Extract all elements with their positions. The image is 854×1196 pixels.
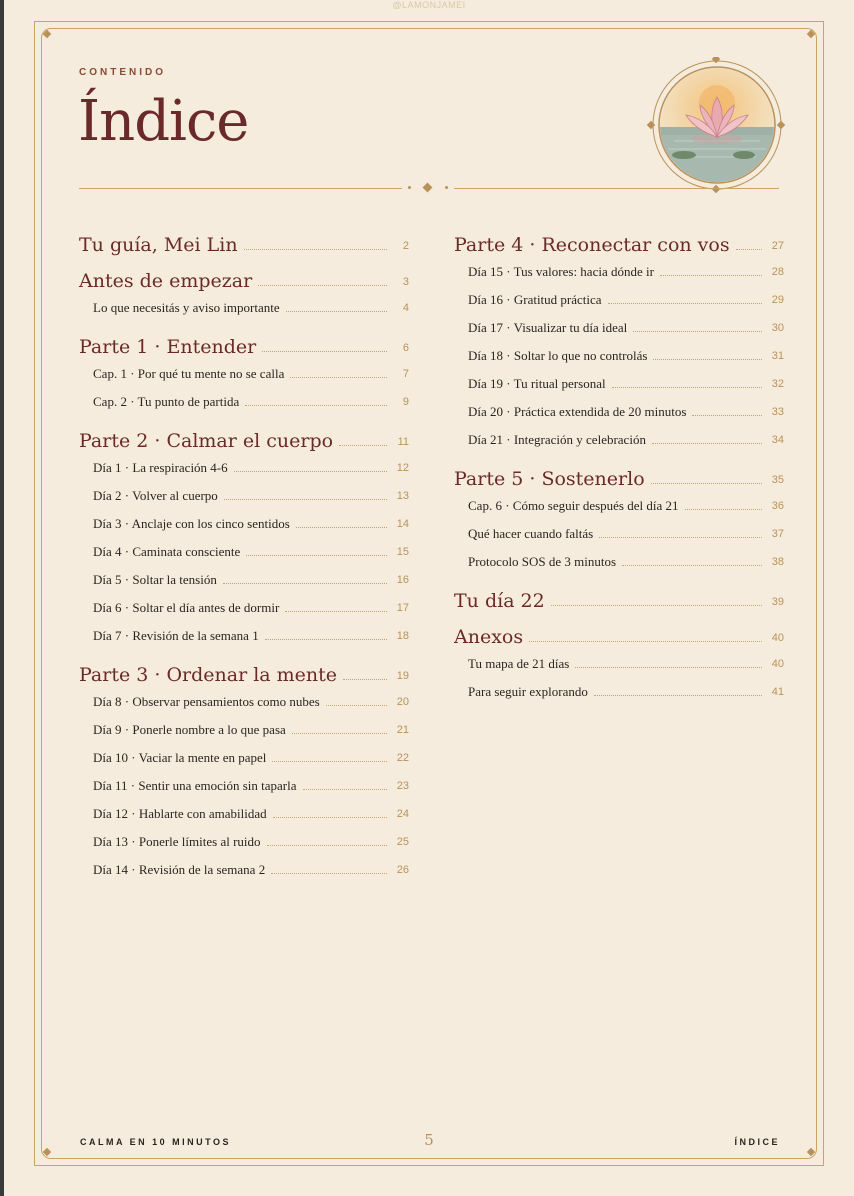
toc-page-number: 24 xyxy=(396,808,409,820)
toc-section-title: Parte 5 · Sostenerlo xyxy=(454,468,645,490)
toc-entry-title: Día 4 · Caminata consciente xyxy=(93,544,241,559)
toc-entry-title: Cap. 6 · Cómo seguir después del día 21 xyxy=(468,498,679,513)
toc-leader-dots xyxy=(303,789,388,790)
toc-entry-title: Día 1 · La respiración 4-6 xyxy=(93,460,228,475)
toc-entry-title: Día 21 · Integración y celebración xyxy=(468,432,646,447)
toc-leader-dots xyxy=(286,311,387,312)
toc-entry-title: Tu mapa de 21 días xyxy=(468,656,570,671)
toc-entry-title: Día 9 · Ponerle nombre a lo que pasa xyxy=(93,722,286,737)
toc-entry[interactable] xyxy=(79,744,409,772)
toc-section xyxy=(454,616,784,706)
toc-entry[interactable] xyxy=(454,314,784,342)
toc-entry[interactable] xyxy=(79,294,409,322)
toc-entry[interactable] xyxy=(79,622,409,650)
toc-leader-dots xyxy=(685,509,763,510)
toc-entry-title: Cap. 2 · Tu punto de partida xyxy=(93,394,240,409)
toc-entry-title: Día 17 · Visualizar tu día ideal xyxy=(468,320,628,335)
toc-entry-title: Día 5 · Soltar la tensión xyxy=(93,572,217,587)
toc-leader-dots xyxy=(244,249,387,250)
toc-leader-dots xyxy=(692,415,762,416)
toc-section-heading[interactable] xyxy=(79,260,409,292)
toc-leader-dots xyxy=(660,275,762,276)
toc-entry-title: Día 19 · Tu ritual personal xyxy=(468,376,606,391)
toc-section xyxy=(79,420,409,650)
rule-ornament-dot xyxy=(445,186,448,189)
toc-entry[interactable] xyxy=(79,856,409,884)
toc-page-number: 19 xyxy=(396,670,409,682)
toc-section-heading[interactable] xyxy=(454,616,784,648)
toc-section xyxy=(454,580,784,612)
toc-leader-dots xyxy=(529,641,762,642)
toc-entry-title: Día 7 · Revisión de la semana 1 xyxy=(93,628,259,643)
toc-section xyxy=(454,458,784,576)
toc-entry-title: Día 20 · Práctica extendida de 20 minutos xyxy=(468,404,687,419)
toc-entry-title: Protocolo SOS de 3 minutos xyxy=(468,554,617,569)
toc-leader-dots xyxy=(292,733,387,734)
toc-page-number: 13 xyxy=(396,490,409,502)
rule-ornament-dot xyxy=(408,186,411,189)
toc-column-right xyxy=(454,224,784,710)
toc-leader-dots xyxy=(736,249,762,250)
toc-leader-dots xyxy=(339,445,387,446)
toc-page-number: 25 xyxy=(396,836,409,848)
toc-entry[interactable] xyxy=(454,370,784,398)
toc-section-heading[interactable] xyxy=(79,420,409,452)
toc-page-number: 26 xyxy=(396,864,409,876)
toc-entry-title: Día 12 · Hablarte con amabilidad xyxy=(93,806,267,821)
toc-leader-dots xyxy=(245,405,387,406)
toc-entry[interactable] xyxy=(454,492,784,520)
toc-section xyxy=(79,224,409,256)
toc-page-number: 35 xyxy=(771,474,784,486)
toc-leader-dots xyxy=(653,359,762,360)
toc-entry-title: Día 10 · Vaciar la mente en papel xyxy=(93,750,267,765)
toc-page-number: 28 xyxy=(771,266,784,278)
toc-entry[interactable] xyxy=(454,650,784,678)
toc-page-number: 40 xyxy=(771,658,784,670)
toc-entry[interactable] xyxy=(79,538,409,566)
toc-leader-dots xyxy=(224,499,387,500)
toc-entry[interactable] xyxy=(79,566,409,594)
toc-section-heading[interactable] xyxy=(79,654,409,686)
section-kicker: CONTENIDO xyxy=(79,67,166,78)
toc-page-number: 14 xyxy=(396,518,409,530)
toc-entry[interactable] xyxy=(79,454,409,482)
toc-leader-dots xyxy=(326,705,387,706)
toc-entry[interactable] xyxy=(454,398,784,426)
toc-entry-title: Para seguir explorando xyxy=(468,684,588,699)
toc-page-number: 6 xyxy=(402,342,409,354)
toc-leader-dots xyxy=(265,639,387,640)
toc-leader-dots xyxy=(622,565,762,566)
toc-section-title: Parte 1 · Entender xyxy=(79,336,257,358)
toc-entry-title: Día 11 · Sentir una emoción sin taparla xyxy=(93,778,297,793)
toc-entry[interactable] xyxy=(79,688,409,716)
toc-page-number: 22 xyxy=(396,752,409,764)
toc-page-number: 34 xyxy=(771,434,784,446)
toc-leader-dots xyxy=(272,761,387,762)
toc-section xyxy=(79,260,409,322)
footer-book-title: CALMA EN 10 MINUTOS xyxy=(80,1137,232,1147)
toc-leader-dots xyxy=(267,845,387,846)
toc-leader-dots xyxy=(594,695,762,696)
toc-page-number: 32 xyxy=(771,378,784,390)
toc-section-heading[interactable] xyxy=(79,326,409,358)
toc-page-number: 38 xyxy=(771,556,784,568)
toc-leader-dots xyxy=(290,377,387,378)
toc-section-heading[interactable] xyxy=(454,458,784,490)
document-page xyxy=(4,0,854,1196)
toc-page-number: 2 xyxy=(402,240,409,252)
toc-entry[interactable] xyxy=(454,286,784,314)
toc-leader-dots xyxy=(246,555,387,556)
toc-entry-title: Día 6 · Soltar el día antes de dormir xyxy=(93,600,280,615)
toc-entry-title: Día 8 · Observar pensamientos como nubes xyxy=(93,694,320,709)
page-title: Índice xyxy=(78,89,249,154)
toc-leader-dots xyxy=(551,605,762,606)
toc-page-number: 40 xyxy=(771,632,784,644)
footer-page-number: 5 xyxy=(424,1131,434,1149)
toc-entry[interactable] xyxy=(79,594,409,622)
toc-page-number: 11 xyxy=(397,436,409,448)
lotus-emblem-icon xyxy=(644,57,790,193)
toc-page-number: 9 xyxy=(402,396,409,408)
toc-page-number: 15 xyxy=(396,546,409,558)
toc-entry-title: Día 3 · Anclaje con los cinco sentidos xyxy=(93,516,290,531)
toc-leader-dots xyxy=(612,387,762,388)
toc-page-number: 37 xyxy=(771,528,784,540)
toc-page-number: 21 xyxy=(396,724,409,736)
toc-entry[interactable] xyxy=(79,800,409,828)
toc-page-number: 39 xyxy=(771,596,784,608)
toc-entry[interactable] xyxy=(79,482,409,510)
toc-entry-title: Día 15 · Tus valores: hacia dónde ir xyxy=(468,264,654,279)
toc-entry[interactable] xyxy=(454,426,784,454)
toc-entry[interactable] xyxy=(79,716,409,744)
toc-page-number: 30 xyxy=(771,322,784,334)
toc-leader-dots xyxy=(262,351,387,352)
toc-leader-dots xyxy=(652,443,762,444)
toc-section-title: Parte 2 · Calmar el cuerpo xyxy=(79,430,334,452)
toc-leader-dots xyxy=(273,817,387,818)
toc-section xyxy=(79,326,409,416)
toc-section-title: Tu día 22 xyxy=(454,590,545,612)
toc-page-number: 16 xyxy=(396,574,409,586)
toc-section-title: Antes de empezar xyxy=(79,270,253,292)
toc-leader-dots xyxy=(296,527,387,528)
toc-page-number: 31 xyxy=(771,350,784,362)
toc-entry[interactable] xyxy=(79,388,409,416)
toc-page-number: 4 xyxy=(402,302,409,314)
toc-leader-dots xyxy=(599,537,762,538)
toc-section-title: Tu guía, Mei Lin xyxy=(79,234,238,256)
toc-page-number: 20 xyxy=(396,696,409,708)
toc-leader-dots xyxy=(651,483,762,484)
footer-section: ÍNDICE xyxy=(734,1137,780,1147)
toc-leader-dots xyxy=(575,667,762,668)
toc-page-number: 29 xyxy=(771,294,784,306)
toc-page-number: 23 xyxy=(396,780,409,792)
toc-entry[interactable] xyxy=(79,360,409,388)
toc-entry[interactable] xyxy=(79,510,409,538)
toc-leader-dots xyxy=(285,611,387,612)
toc-entry[interactable] xyxy=(454,258,784,286)
toc-page-number: 36 xyxy=(771,500,784,512)
toc-leader-dots xyxy=(258,285,387,286)
watermark: @LAMONJAMEI xyxy=(392,0,466,10)
toc-entry-title: Día 18 · Soltar lo que no controlás xyxy=(468,348,648,363)
toc-leader-dots xyxy=(234,471,387,472)
toc-page-number: 27 xyxy=(771,240,784,252)
toc-section-title: Parte 3 · Ordenar la mente xyxy=(79,664,338,686)
toc-entry[interactable] xyxy=(454,548,784,576)
toc-section-heading[interactable] xyxy=(454,580,784,612)
toc-entry[interactable] xyxy=(79,772,409,800)
toc-entry-title: Cap. 1 · Por qué tu mente no se calla xyxy=(93,366,285,381)
toc-page-number: 41 xyxy=(771,686,784,698)
toc-page-number: 18 xyxy=(396,630,409,642)
toc-section-heading[interactable] xyxy=(454,224,784,256)
toc-section-heading[interactable] xyxy=(79,224,409,256)
toc-entry-title: Día 13 · Ponerle límites al ruido xyxy=(93,834,261,849)
toc-leader-dots xyxy=(343,679,387,680)
toc-section xyxy=(79,654,409,884)
toc-entry-title: Lo que necesitás y aviso importante xyxy=(93,300,280,315)
toc-entry[interactable] xyxy=(79,828,409,856)
toc-entry[interactable] xyxy=(454,678,784,706)
toc-page-number: 33 xyxy=(771,406,784,418)
toc-column-left xyxy=(79,224,409,888)
toc-leader-dots xyxy=(608,303,762,304)
toc-section-title: Parte 4 · Reconectar con vos xyxy=(454,234,730,256)
toc-section xyxy=(454,224,784,454)
toc-page-number: 17 xyxy=(396,602,409,614)
toc-entry[interactable] xyxy=(454,520,784,548)
toc-entry-title: Qué hacer cuando faltás xyxy=(468,526,594,541)
toc-entry[interactable] xyxy=(454,342,784,370)
toc-page-number: 12 xyxy=(396,462,409,474)
toc-page-number: 7 xyxy=(402,368,409,380)
toc-entry-title: Día 16 · Gratitud práctica xyxy=(468,292,602,307)
toc-leader-dots xyxy=(271,873,387,874)
toc-page-number: 3 xyxy=(402,276,409,288)
toc-section-title: Anexos xyxy=(454,626,524,648)
toc-entry-title: Día 2 · Volver al cuerpo xyxy=(93,488,218,503)
toc-leader-dots xyxy=(633,331,762,332)
toc-leader-dots xyxy=(223,583,387,584)
toc-entry-title: Día 14 · Revisión de la semana 2 xyxy=(93,862,266,877)
